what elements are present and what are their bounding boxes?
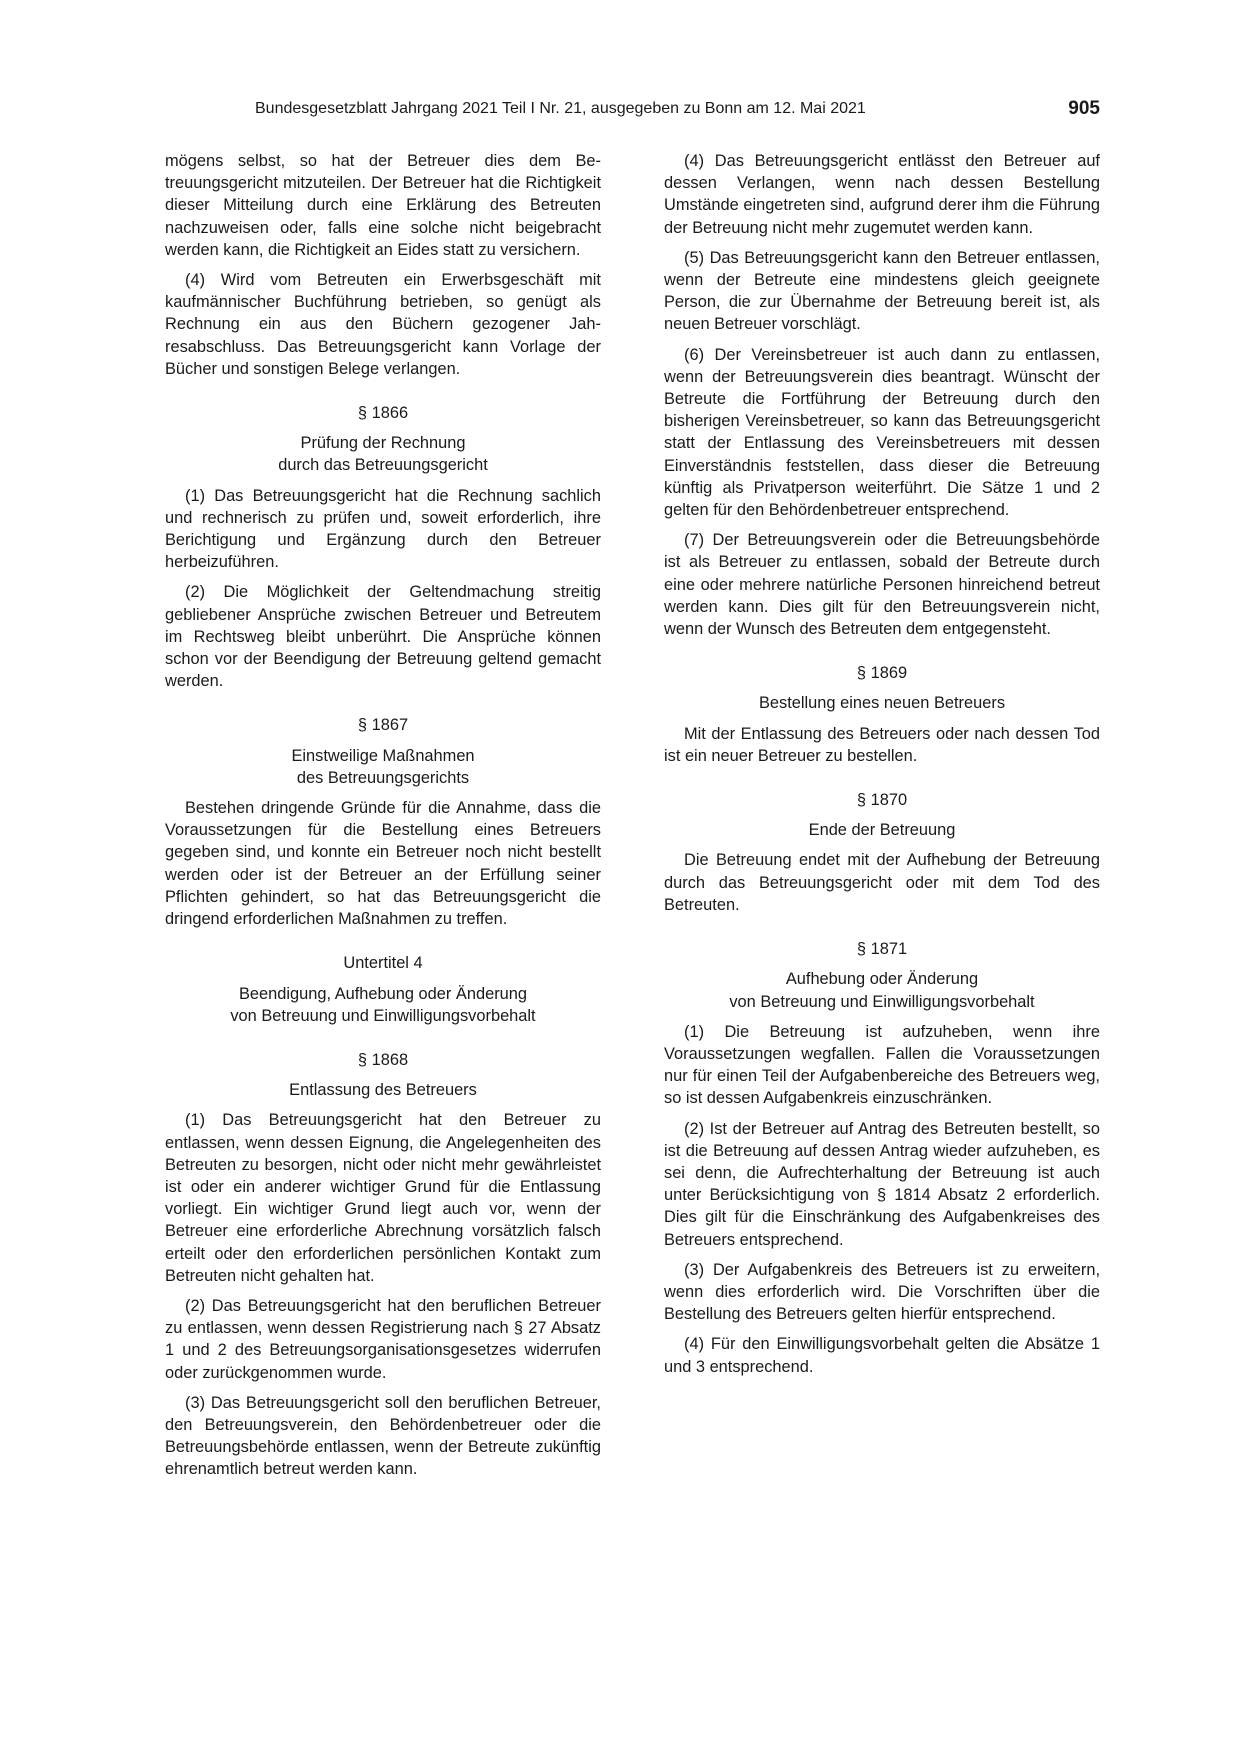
paragraph-1871-4: (4) Für den Einwilligungsvorbehalt gelten die Absätze 1 und 3 entsprechend.: [664, 1335, 1100, 1376]
section-1870-number: § 1870: [856, 791, 908, 810]
paragraph-1870: Die Betreuung endet mit der Aufhebung der Betreuung durch das Betreuungsgericht oder mit dem Tod des Betreuten.: [664, 851, 1100, 914]
section-1867-title-line2: des Betreuungsgerichts: [296, 768, 470, 787]
section-1871-title-line1: Aufhebung oder Änderung: [785, 970, 979, 989]
page-header: [255, 98, 1100, 124]
paragraph-continued: mögens selbst, so hat der Betreuer dies dem Betreuungsgericht mitzuteilen. Der Betreuer hat die Richtigkeit dieser Mitteilung durch eine Erklärung des Betreuten nachzuweisen oder, falls eine solche nicht beigebracht werden kann, die Richtigkeit an Eides statt zu versichern.: [165, 152, 601, 259]
paragraph-1868-2: (2) Das Betreuungsgericht hat den beruflichen Betreuer zu entlassen, wenn dessen Registrierung nach § 27 Absatz 1 und 2 des Betreuungsorganisationsgesetzes widerrufen oder zurückgenommen wurde.: [165, 1296, 601, 1382]
section-1867-title-line1: Einstweilige Maßnahmen: [291, 746, 475, 765]
running-title: Bundesgesetzblatt Jahrgang 2021 Teil I Nr. 21, ausgegeben zu Bonn am 12. Mai 2021: [255, 100, 866, 117]
section-1869-number: § 1869: [856, 664, 908, 683]
subtitle-4: Untertitel 4: [343, 954, 423, 973]
section-1868-title: Entlassung des Betreuers: [289, 1081, 477, 1100]
part-title-line1: Beendigung, Aufhebung oder Änderung: [239, 984, 527, 1003]
paragraph-1867: Bestehen dringende Gründe für die Annahme, dass die Voraussetzungen für die Bestellung eines Betreuers gegeben sind, und konnte ein Betreuer noch nicht bestellt werden oder ist der Betreuer an der Erfüllung seiner Pflichten gehindert, so hat das Betreuungsgericht die dringend erforderlichen Maßnahmen zu treffen.: [165, 799, 601, 929]
section-1866-title-line2: durch das Betreuungsgericht: [278, 456, 488, 475]
paragraph-1868-7: (7) Der Betreuungsverein oder die Betreuungsbehörde ist als Betreuer zu entlassen, sobald der Betreute durch eine oder mehrere natürliche Personen hinreichend betreut werden kann. Dies gilt für den Betreuungsverein nicht, wenn der Wunsch des Betreuten dem entgegensteht.: [664, 531, 1100, 639]
paragraph-1868-6: (6) Der Vereinsbetreuer ist auch dann zu entlassen, wenn der Betreuungsverein dies beantragt. Wünscht der Betreute die Fortführung der Betreuung durch den bisherigen Vereinsbetreuer, so kann das Betreuungsgericht statt der Entlassung des Vereinsbetreuers mit dessen Einverständnis feststellen, dass dieser die Betreuung künftig als Privatperson weiterführt. Die Sätze 1 und 2 gelten für den Behördenbetreuer entsprechend.: [664, 345, 1100, 520]
page-number: 905: [1068, 98, 1100, 119]
section-1871-number: § 1871: [856, 940, 908, 959]
section-1871-title-line2: von Betreuung und Einwilligungsvorbehalt: [729, 992, 1035, 1011]
paragraph-1868-1: (1) Das Betreuungsgericht hat den Betreuer zu entlassen, wenn dessen Eignung, die Angelegenheiten des Betreuten zu besorgen, nicht oder nicht mehr gewährleistet ist oder ein anderer wichtiger Grund für die Entlassung vorliegt. Ein wichtiger Grund liegt auch vor, wenn der Betreuer eine erforderliche Abrechnung vorsätzlich falsch erteilt oder den erforderlichen persönlichen Kontakt zum Betreuten nicht gehalten hat.: [165, 1111, 601, 1285]
section-1870-title: Ende der Betreuung: [808, 821, 956, 840]
right-column: [664, 150, 1100, 1386]
paragraph-1871-2: (2) Ist der Betreuer auf Antrag des Betreuten bestellt, so ist die Betreuung auf dessen Antrag wieder aufzuheben, es sei denn, die Aufrechterhaltung der Betreuung ist auch unter Berücksichtigung von § 1814 Absatz 2 erforderlich. Dies gilt für die Einschränkung des Aufgabenkreises des Betreuers entsprechend.: [664, 1119, 1100, 1249]
paragraph-1868-5: (5) Das Betreuungsgericht kann den Betreuer entlassen, wenn der Betreute eine mindestens gleich geeignete Person, die zur Übernahme der Betreuung bereit ist, als neuen Betreuer vorschlägt.: [664, 248, 1100, 334]
paragraph-1868-4: (4) Das Betreuungsgericht entlässt den Betreuer auf dessen Verlangen, wenn nach dessen Bestellung Umstände eingetreten sind, aufgrund derer ihm die Führung der Betreuung nicht mehr zugemutet werden kann.: [664, 152, 1100, 237]
section-1868-number: § 1868: [357, 1050, 409, 1069]
section-1867-number: § 1867: [357, 716, 409, 735]
paragraph-1866-1: (1) Das Betreuungsgericht hat die Rechnung sachlich und rechnerisch zu prüfen und, soweit erforderlich, ihre Berichtigung und Ergänzung durch den Betreuer herbeizuführen.: [165, 486, 601, 572]
left-column: [165, 150, 601, 1489]
paragraph-1871-3: (3) Der Aufgabenkreis des Betreuers ist zu erweitern, wenn dies erforderlich wird. Die Vorschriften über die Bestellung des Betreuers gelten hierfür entsprechend.: [664, 1260, 1100, 1324]
paragraph-1868-3: (3) Das Betreuungsgericht soll den beruflichen Betreuer, den Betreuungsverein, den Behördenbetreuer oder die Betreuungsbehörde entlassen, wenn der Betreute zukünftig ehrenamtlich betreut werden kann.: [165, 1393, 601, 1479]
paragraph-1871-1: (1) Die Betreuung ist aufzuheben, wenn ihre Voraussetzungen wegfallen. Fallen die Voraussetzungen nur für einen Teil der Aufgabenbereiche des Betreuers weg, so ist dessen Aufgabenkreis einzuschränken.: [664, 1022, 1100, 1108]
section-1866-number: § 1866: [357, 404, 409, 423]
part-title-line2: von Betreuung und Einwilligungsvorbehalt: [230, 1006, 536, 1025]
paragraph-1865-4: (4) Wird vom Betreuten ein Erwerbsgeschäft mit kaufmännischer Buchführung betrieben, so genügt als Rechnung ein aus den Büchern gezogener Jahresabschluss. Das Betreuungsgericht kann Vorlage der Bücher und sonstigen Belege verlangen.: [165, 271, 601, 378]
section-1866-title-line1: Prüfung der Rechnung: [300, 434, 466, 453]
paragraph-1869: Mit der Entlassung des Betreuers oder nach dessen Tod ist ein neuer Betreuer zu bestellen.: [664, 724, 1100, 765]
section-1869-title: Bestellung eines neuen Betreuers: [758, 694, 1006, 713]
paragraph-1866-2: (2) Die Möglichkeit der Geltendmachung streitig gebliebener Ansprüche zwischen Betreuer und Betreutem im Rechtsweg bleibt unberührt. Die Ansprüche können schon vor der Beendigung der Betreuung geltend gemacht werden.: [165, 583, 601, 691]
